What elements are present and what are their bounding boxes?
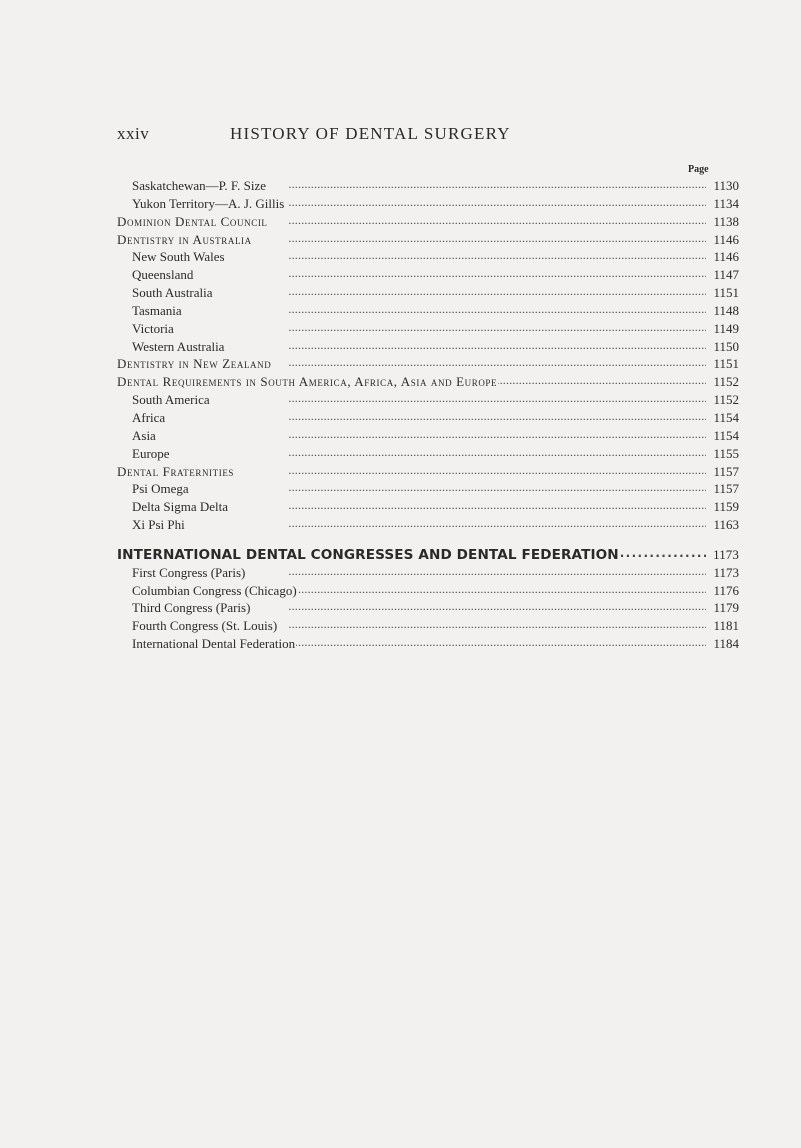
toc-entry-label: South America [132,392,210,408]
toc-entry-page: 1151 [713,356,739,372]
dot-leader [246,564,706,577]
toc-entry-page: 1138 [713,213,739,229]
toc-entry-label: Dental Requirements in South America, Africa, Asia and Europe [117,374,498,390]
page-header [0,124,801,144]
toc-entry-page: 1181 [713,618,739,634]
toc-entry-label: Western Australia [132,338,225,354]
toc-entry [117,248,739,266]
toc-entry-label: Delta Sigma Delta [132,499,229,515]
toc-entry-page: 1146 [713,249,739,265]
dot-leader [226,248,706,261]
toc-entry-label: Dental Fraternities [117,463,235,479]
toc-entry-label: INTERNATIONAL DENTAL CONGRESSES AND DENTAL FEDERATION [117,547,619,564]
toc-entry-page: 1130 [713,178,739,193]
dot-leader [235,463,706,476]
toc-entry-label: Xi Psi Phi [132,517,185,533]
toc-entry-label: South Australia [132,285,213,301]
dot-leader [620,546,706,560]
dot-leader [186,516,706,529]
toc-entry-page: 1179 [713,600,739,616]
toc-entry-label: Tasmania [132,302,182,318]
toc-entry-page: 1154 [713,427,739,443]
page-column-label: Page [688,164,709,175]
dot-leader [183,302,706,315]
dot-leader [278,617,706,630]
toc-entry [117,516,739,534]
toc-entry-label: Victoria [132,320,174,336]
toc-entry-page: 1173 [713,564,739,580]
dot-leader [190,480,706,493]
toc-entry-page: 1134 [713,195,739,211]
toc-entry-label: International Dental Federation [132,636,296,652]
toc-entry [117,480,739,498]
toc-entry [117,427,739,445]
toc-entry-label: Europe [132,445,170,461]
toc-entry-page: 1152 [713,392,739,408]
dot-leader [269,213,706,226]
toc-entry-page: 1173 [713,547,739,563]
page-folio: xxiv [117,124,150,143]
toc-entry-label: Yukon Territory—A. J. Gillis [132,195,285,211]
toc-section-2 [117,564,739,653]
toc-entry [117,409,739,427]
toc-entry-label: Asia [132,427,156,443]
toc-entry [117,373,739,391]
toc-entry-label: Psi Omega [132,481,189,497]
toc-entry [117,177,739,195]
toc-entry-page: 1149 [713,320,739,336]
toc-section-1 [117,177,739,534]
dot-leader [194,266,706,279]
toc-entry-label: Africa [132,409,166,425]
dot-leader [225,338,706,351]
toc-entry [117,582,739,600]
section-gap [117,534,739,546]
toc-entry-page: 1163 [713,517,739,533]
dot-leader [251,599,706,612]
dot-leader [166,409,706,422]
toc-entry [117,284,739,302]
dot-leader [157,427,706,440]
toc-entry [117,195,739,213]
toc-entry [117,445,739,463]
dot-leader [171,445,706,458]
toc-entry [117,355,739,373]
dot-leader [175,320,706,333]
toc-entry-label: Columbian Congress (Chicago) [132,582,297,598]
toc-entry-label: Dentistry in Australia [117,231,252,247]
dot-leader [211,391,706,404]
toc-entry-page: 1157 [713,481,739,497]
toc-entry-label: First Congress (Paris) [132,564,246,580]
dot-leader [498,373,706,386]
toc-entry-label: Third Congress (Paris) [132,600,251,616]
toc-entry [117,599,739,617]
toc-entry-page: 1146 [713,231,739,247]
toc-entry-page: 1147 [713,267,739,283]
toc-entry-page: 1150 [713,338,739,354]
running-title: HISTORY OF DENTAL SURGERY [230,124,511,143]
toc-entry-label: Dentistry in New Zealand [117,356,272,372]
toc-entry [117,498,739,516]
dot-leader [229,498,706,511]
dot-leader [272,355,706,368]
toc-entry-page: 1148 [713,302,739,318]
toc-entry [117,320,739,338]
toc-entry-page: 1157 [713,463,739,479]
toc-entry-page: 1176 [713,582,739,598]
toc-entry-page: 1184 [713,636,739,652]
dot-leader [285,195,706,208]
toc-entry-label: Saskatchewan—P. F. Size [132,178,266,193]
toc-entry [117,617,739,635]
toc-entry [117,302,739,320]
toc-entry [117,391,739,409]
dot-leader [298,582,706,595]
toc-entry-page: 1155 [713,445,739,461]
toc-entry-label: New South Wales [132,249,225,265]
toc-entry [117,338,739,356]
toc-entry [117,266,739,284]
dot-leader [214,284,706,297]
toc-entry-label: Queensland [132,267,194,283]
toc-entry-page: 1154 [713,409,739,425]
toc-entry [117,635,739,653]
toc-entry-page: 1159 [713,499,739,515]
toc-entry [117,231,739,249]
dot-leader [296,635,706,648]
toc-entry-page: 1151 [713,285,739,301]
toc-entry [117,463,739,481]
table-of-contents [117,177,739,653]
toc-section-heading [117,546,739,564]
toc-entry [117,564,739,582]
toc-entry-label: Dominion Dental Council [117,213,268,229]
toc-entry-page: 1152 [713,374,739,390]
toc-entry [117,213,739,231]
toc-entry-label: Fourth Congress (St. Louis) [132,618,278,634]
dot-leader [253,231,706,244]
dot-leader [267,177,706,190]
